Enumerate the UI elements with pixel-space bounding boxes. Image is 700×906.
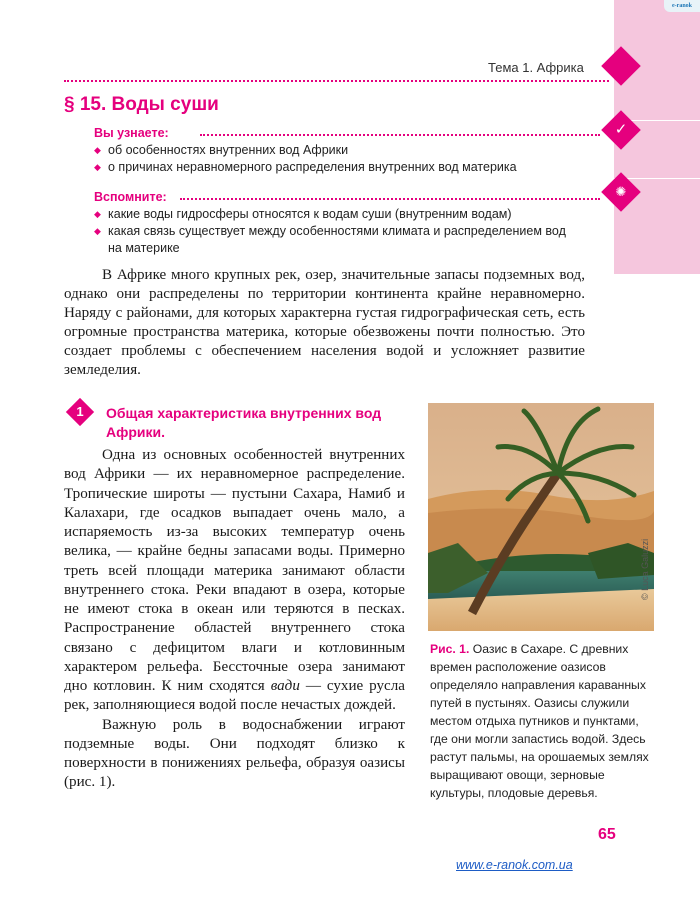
learn-rule [200, 134, 600, 136]
oasis-photo [428, 403, 654, 631]
intro-paragraph: В Африке много крупных рек, озер, значительные запасы подземных вод, однако они распределены по территории континента крайне неравномерно. Наряду с районами, для которых характерна густая гидрографическая сеть, есть огромные пространства материка, которые обезвожены почти полностью. Это создает проблемы с обеспечением населения водой и усложняет развитие земледелия. [64, 267, 585, 378]
check-icon: ✓ [614, 121, 628, 138]
figure-label: Рис. 1. [430, 642, 470, 656]
section-body [64, 446, 405, 793]
lightbulb-icon: ✺ [615, 184, 627, 199]
section-title: Общая характеристика внутренних вод Африки. [106, 405, 382, 440]
header-rule [64, 80, 609, 82]
section-paragraph: Одна из основных особенностей внутренних вод Африки — их неравномерное распределение. Тропические широты — пустыни Сахара, Намиб и Калахари, где осадков выпадает очень мало, а испаряемость из-за высоких температур очень велика, — крайне бедны запасами воды. Примерно треть всей площади материка занимают области внутреннего стока. Реки впадают в озера, которые не имеют стока в океан или теряются в песках. Распространение областей внутреннего стока связано с дефицитом влаги и котловинным характером рельефа. Бессточные озера занимают дно котловин. К ним сходятся вади — сухие русла рек, заполняющиеся водой после нечастых дождей. [64, 447, 405, 714]
recall-item: ◆ какая связь существует между особенностями климата и распределением вод на материке [94, 224, 566, 255]
learn-item: ◆ об особенностях внутренних вод Африки [94, 143, 349, 157]
photo-credit: © Luca Galuzzi [640, 538, 650, 600]
learn-heading: Вы узнаете: [94, 126, 169, 140]
recall-item: ◆ какие воды гидросферы относятся к водам суши (внутренним водам) [94, 207, 512, 221]
learn-item: ◆ о причинах неравномерного распределения внутренних вод материка [94, 160, 517, 174]
page-number: 65 [598, 826, 616, 843]
page-title: § 15. Воды суши [64, 94, 219, 115]
publisher-logo: e-ranok [664, 0, 700, 12]
publisher-link[interactable]: www.e-ranok.com.ua [456, 858, 573, 872]
section-paragraph: Важную роль в водоснабжении играют подземные воды. Они подходят близко к поверхности в понижениях рельефа, образуя оазисы (рис. 1). [64, 716, 405, 791]
section-number: 1 [76, 404, 84, 419]
recall-heading: Вспомните: [94, 190, 167, 204]
figure-caption: Рис. 1. Оазис в Сахаре. С древних времен расположение оазисов определяло направления караванных путей в пустынях. Оазисы служили местом отдыха путников и пунктами, где они могли запастись водой. Здесь растут пальмы, на орошаемых землях выращивают овощи, зерновые культуры, плодовые деревья. [430, 642, 649, 800]
topic-label: Тема 1. Африка [488, 60, 584, 75]
recall-rule [180, 198, 600, 200]
